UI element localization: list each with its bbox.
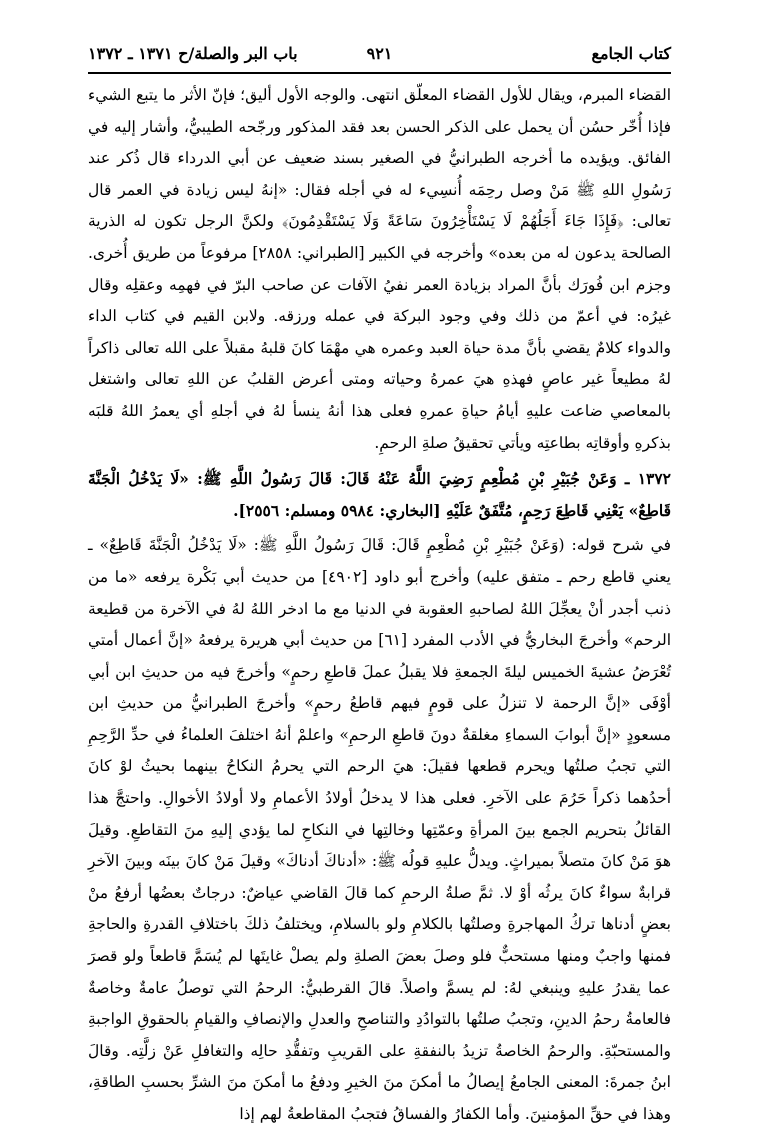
hadith-commentary: في شرح قوله: (وَعَنْ جُبَيْرِ بْنِ مُطْعِمٍ قَالَ: قَالَ رَسُولُ اللَّهِ ﷺ: «لَا يَدْخُلُ الْجَنَّةَ قَاطِعٌ» ـ يعني قاطع رحم ـ متفق عليه) وأخرج أبو داود [٤٩٠٢] من حديث أبي بَكْرة يرفعه «ما من ذنب أجدر أنْ يعجِّلَ اللهُ لصاحبهِ العقوبة في الدنيا مع ما ادخر اللهُ لهُ في الآخرة من قطيعة الرحم» وأخرجَ البخاريُّ في الأدب المفرد [٦١] من حديث أبي هريرة يرفعهُ «إنَّ أعمال أمتي تُعْرَضُ عشيةَ الخميس ليلةَ الجمعةِ فلا يقبلُ عملَ قاطعِ رحمٍ» وأخرجَ فيه من حديثِ ابن أبي أوْفَى «إنَّ الرحمة لا تنزلُ على قومٍ فيهم قاطعُ رحمٍ» وأخرجَ الطبرانيُّ من حديثِ ابن مسعودٍ «إنَّ أبوابَ السماءِ مغلقةٌ دونَ قاطعِ الرحمِ» واعلمْ أنهُ اختلفَ العلماءُ في حدِّ الرَّحِمِ التي تجبُ صلتُها ويحرم قطعها فقيلَ: هيَ الرحم التي يحرمُ النكاحُ بينهما بحيثُ لوْ كانَ أحدُهما ذكراً حَرُمَ على الآخرِ. فعلى هذا لا يدخلُ أولادُ الأعمامِ ولا أولادُ الأخوالِ. واحتجَّ هذا القائلُ بتحريم الجمع بينَ المرأةِ وعمّتِها وخالتِها في النكاحِ لما يؤدي إليهِ منَ التقاطعِ. وقيلَ هوَ مَنْ كانَ متصلاً بميراثٍ. ويدلُّ عليهِ قولُه ﷺ: «أدناكَ أدناكَ» وقيلَ مَنْ كانَ بينَه وبينَ الآخرِ قرابةٌ سواءٌ كانَ يرثُه أوْ لا. ثمَّ صلةُ الرحمِ كما قالَ القاضي عياضٌ: درجاتٌ بعضُها أرفعُ منْ بعضٍ أدناها تركُ المهاجرةِ وصلتُها بالكلامِ ولو بالسلامِ، ويختلفُ ذلكَ باختلافِ القدرةِ والحاجةِ فمنها واجبٌ ومنها مستحبٌّ فلو وصلَ بعضَ الصلةِ ولم يصلْ غايتَها لم يُسَمَّ قاطعاً ولو قصرَ عما يقدرُ عليهِ وينبغي لهُ: لم يسمَّ واصلاً. قالَ القرطبيُّ: الرحمُ التي توصلُ عامةٌ وخاصةٌ فالعامةُ رحمُ الدينِ، وتجبُ صلتُها بالتوادُدِ والتناصحِ والعدلِ والإنصافِ والقيامِ بالحقوقِ الواجبةِ والمستحبّةِ. والرحمُ الخاصةُ تزيدُ بالنفقةِ على القريبِ وتفقُّدِ حالِه والتغافلِ عَنْ زلَّتِه. وقالَ ابنُ جمرةَ: المعنى الجامعُ إيصالُ ما أمكنَ منَ الخيرِ ودفعُ ما أمكنَ منَ الشرِّ بحسبِ الطاقةِ، وهذا في حقِّ المؤمنينَ. وأما الكفارُ والفساقُ فتجبُ المقاطعةُ لهم إذا (88, 536, 671, 1123)
page-header (88, 40, 671, 70)
chapter-title: باب البر والصلة/ح ١٣٧١ ـ ١٣٧٢ (88, 44, 298, 63)
hadith-1372: ١٣٧٢ ـ وَعَنْ جُبَيْرِ بْنِ مُطْعِمٍ رَضِيَ اللَّهُ عَنْهُ قَالَ: قَالَ رَسُولُ اللَّهِ ﷺ: «لَا يَدْخُلُ الْجَنَّةَ قَاطِعٌ» يَعْنِي قَاطِعَ رَحِمٍ، مُتَّفَقٌ عَلَيْهِ [البخاري: ٥٩٨٤ ومسلم: ٢٥٥٦]. (88, 469, 671, 520)
commentary-paragraph: القضاء المبرم، ويقال للأول القضاء المعلّق انتهى. والوجه الأول أليق؛ فإنّ الأثر ما يتبع الشيء فإذا أُخّر حسُن أن يحمل على الذكر الحسن بعد فقد المذكور ورجّحه الطيبيُّ، وأشار إليه في الفائق. ويؤيده ما أخرجه الطبرانيُّ في الصغير بسند ضعيف عن أبي الدرداء قال ذُكر عند رَسُولِ اللهِ ﷺ مَنْ وصل رحِمَه أُنسِيء له في أجله فقال: «إنهُ ليس زيادة في العمر قال تعالى: ﴿فَإِذَا جَاءَ أَجَلُهُمْ لَا يَسْتَأْخِرُونَ سَاعَةً وَلَا يَسْتَقْدِمُونَ﴾ ولكنَّ الرجل تكون له الذرية الصالحة يدعون له من بعده» وأخرجه في الكبير [الطبراني: ٢٨٥٨] مرفوعاً من طريق أُخرى. وجزم ابن فُورَك بأنَّ المراد بزيادة العمر نفيُ الآفات عن صاحب البرّ في فهمِه وعقلِه وقال غيرُه: في أعمّ من ذلك وفي وجود البركة في عمله ورزقه. ولابن القيم في كتاب الداء والدواء كلامٌ يقضي بأنَّ مدة حياة العبد وعمره هي مهْمَا كانَ قلبهُ مقبلاً على الله تعالى ذاكراً لهُ مطيعاً غير عاصٍ فهذهِ هيَ عمرهُ وحياته ومتى أعرض القلبُ عن اللهِ تعالى واشتغل بالمعاصي ضاعت عليهِ أيامُ حياةِ عمرهِ فعلى هذا أنهُ ينسأ لهُ في أجلهِ أي يعمرُ اللهُ قلبَه بذكرهِ وأوقاتِه بطاعتِه ويأتي تحقيقُ صلةِ الرحمِ. (88, 86, 671, 452)
page-body (88, 80, 671, 1131)
book-title: كتاب الجامع (591, 44, 671, 63)
page-number: ٩٢١ (366, 44, 393, 63)
header-rule (88, 72, 671, 74)
